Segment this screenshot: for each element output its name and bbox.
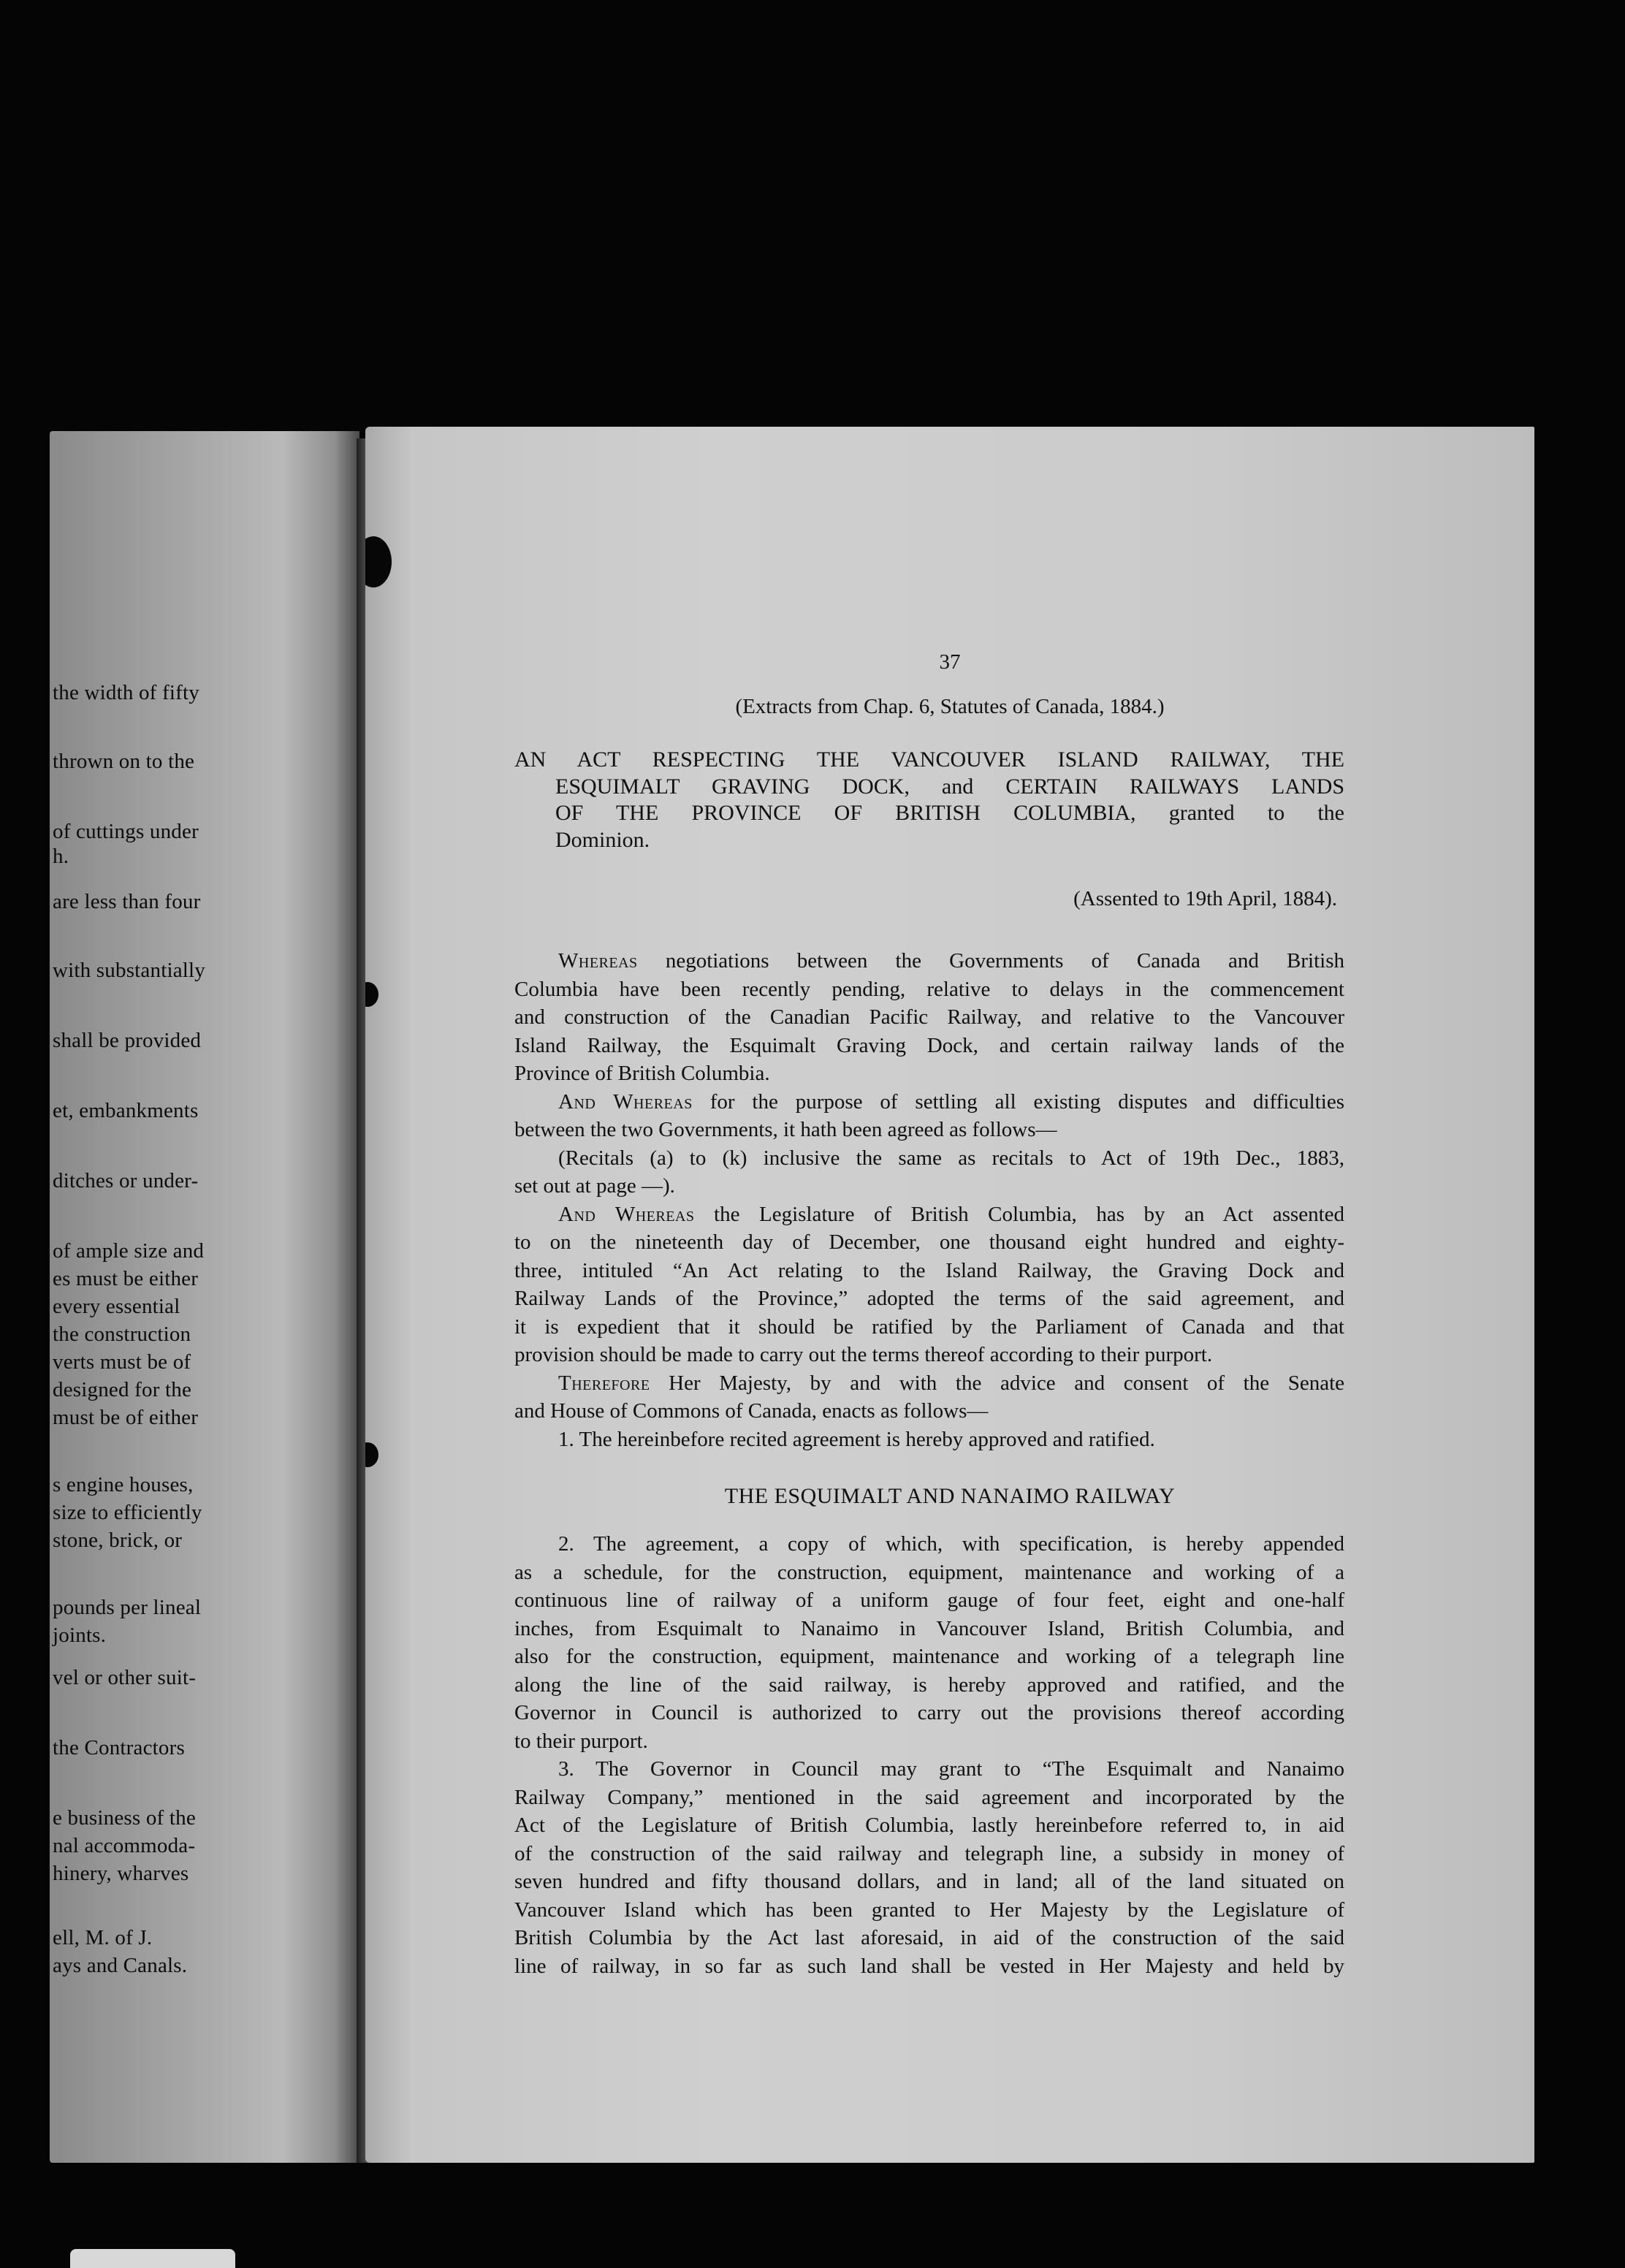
act-title-line: Dominion. (555, 827, 650, 852)
film-frame-tab (70, 2249, 235, 2268)
assent-date: (Assented to 19th April, 1884). (1073, 887, 1337, 910)
act-title (514, 747, 1344, 853)
text-line: 2. The agreement, a copy of which, with specification, is hereby appended (558, 1532, 1344, 1556)
lead-word: And Whereas (558, 1089, 693, 1114)
binding-hole (365, 536, 392, 587)
text-line: between the two Governments, it hath been agreed as follows— (514, 1118, 1057, 1141)
text-line: Vancouver Island which has been granted to Her Majesty by the Legislature of (514, 1898, 1344, 1922)
text-line: of the construction of the said railway and telegraph line, a subsidy in money of (514, 1841, 1344, 1865)
left-page-line: the width of fifty (53, 681, 199, 704)
text-line: And Whereas the Legislature of British Columbia, has by an Act assented (558, 1202, 1344, 1226)
act-title-line: OF THE PROVINCE OF BRITISH COLUMBIA, granted to the (555, 801, 1344, 825)
lead-word: Therefore (558, 1371, 650, 1395)
left-page-line: hinery, wharves (53, 1862, 189, 1885)
left-page-line: with substantially (53, 959, 206, 982)
left-page-line: stone, brick, or (53, 1529, 183, 1552)
left-page-line: size to efficiently (53, 1501, 202, 1524)
left-page (50, 431, 359, 2163)
clause-2 (514, 1530, 1344, 1755)
text-line: it is expedient that it should be ratified by the Parliament of Canada and that (514, 1314, 1344, 1339)
left-page-line: vel or other suit- (53, 1666, 197, 1689)
section-heading: THE ESQUIMALT AND NANAIMO RAILWAY (724, 1484, 1176, 1508)
left-page-line: et, embankments (53, 1099, 199, 1122)
text-line: Columbia have been recently pending, relative to delays in the commencement (514, 977, 1344, 1001)
text-line: provision should be made to carry out the terms thereof according to their purport. (514, 1343, 1213, 1366)
binding-hole (365, 1442, 378, 1467)
left-page-line: of ample size and (53, 1239, 205, 1263)
lead-word: Whereas (558, 949, 638, 973)
text-line: continuous line of railway of a uniform gauge of four feet, eight and one-half (514, 1588, 1344, 1612)
left-page-line: the construction (53, 1323, 191, 1346)
act-title-line: AN ACT RESPECTING THE VANCOUVER ISLAND RAILWAY, THE (514, 747, 1344, 772)
text-line: also for the construction, equipment, maintenance and working of a telegraph line (514, 1645, 1344, 1668)
preamble (514, 947, 1344, 1453)
left-page-line: h. (53, 845, 69, 868)
text-line: Island Railway, the Esquimalt Graving Dock, and certain railway lands of the (514, 1033, 1344, 1057)
left-page-line: designed for the (53, 1378, 192, 1401)
clause-3 (514, 1755, 1344, 1980)
text-line: along the line of the said railway, is hereby approved and ratified, and the (514, 1673, 1344, 1697)
left-page-line: s engine houses, (53, 1473, 194, 1496)
source-citation: (Extracts from Chap. 6, Statutes of Canada, 1884.) (735, 695, 1165, 718)
text-line: Railway Company,” mentioned in the said agreement and incorporated by the (514, 1785, 1344, 1809)
left-page-line: pounds per lineal (53, 1596, 202, 1619)
text-line: Province of British Columbia. (514, 1062, 770, 1085)
text-line: to their purport. (514, 1729, 648, 1753)
text-line: to on the nineteenth day of December, one thousand eight hundred and eighty- (514, 1230, 1344, 1254)
text-line: and construction of the Canadian Pacific Railway, and relative to the Vancouver (514, 1005, 1344, 1029)
left-page-line: ditches or under- (53, 1169, 199, 1192)
text-line: set out at page —). (514, 1174, 675, 1198)
text-line: 3. The Governor in Council may grant to “The Esquimalt and Nanaimo (558, 1757, 1344, 1781)
text-line: seven hundred and fifty thousand dollars, and in land; all of the land situated on (514, 1870, 1344, 1893)
clause-1: 1. The hereinbefore recited agreement is hereby approved and ratified. (558, 1427, 1155, 1451)
left-page-line: thrown on to the (53, 750, 195, 773)
text-line: inches, from Esquimalt to Nanaimo in Vancouver Island, British Columbia, and (514, 1616, 1344, 1640)
binding-hole (365, 982, 378, 1007)
left-page-line: every essential (53, 1295, 180, 1318)
left-page-line: are less than four (53, 890, 201, 913)
act-title-line: ESQUIMALT GRAVING DOCK, and CERTAIN RAILWAYS LANDS (555, 774, 1344, 799)
text-line: and House of Commons of Canada, enacts as follows— (514, 1399, 989, 1423)
text-line: Railway Lands of the Province,” adopted the terms of the said agreement, and (514, 1287, 1344, 1310)
left-page-line: verts must be of (53, 1350, 191, 1374)
right-page (365, 427, 1534, 2163)
left-page-line: ell, M. of J. (53, 1926, 153, 1949)
text-line: Whereas negotiations between the Governments of Canada and British (558, 949, 1344, 973)
text-line: British Columbia by the Act last aforesaid, in aid of the construction of the said (514, 1926, 1344, 1949)
text-line: three, intituled “An Act relating to the Island Railway, the Graving Dock and (514, 1258, 1344, 1282)
left-page-line: of cuttings under (53, 820, 199, 843)
left-page-line: must be of either (53, 1406, 199, 1429)
text-line: line of railway, in so far as such land shall be vested in Her Majesty and held by (514, 1954, 1344, 1978)
left-page-line: nal accommoda- (53, 1834, 196, 1857)
text-line: Therefore Her Majesty, by and with the advice and consent of the Senate (558, 1371, 1344, 1395)
left-page-line: joints. (53, 1624, 107, 1647)
left-page-line: shall be provided (53, 1029, 202, 1052)
text-line: Act of the Legislature of British Columbia, lastly hereinbefore referred to, in aid (514, 1814, 1344, 1837)
text-line: (Recitals (a) to (k) inclusive the same as recitals to Act of 19th Dec., 1883, (558, 1146, 1344, 1170)
lead-word: And Whereas (558, 1202, 695, 1226)
text-line: Governor in Council is authorized to carry out the provisions thereof according (514, 1701, 1344, 1724)
text-line: as a schedule, for the construction, equipment, maintenance and working of a (514, 1560, 1344, 1584)
left-page-line: the Contractors (53, 1736, 185, 1759)
left-page-line: ays and Canals. (53, 1954, 188, 1977)
text-line: And Whereas for the purpose of settling all existing disputes and difficulties (558, 1089, 1344, 1114)
page-number: 37 (939, 650, 961, 674)
left-page-line: e business of the (53, 1806, 196, 1830)
left-page-line: es must be either (53, 1267, 199, 1290)
